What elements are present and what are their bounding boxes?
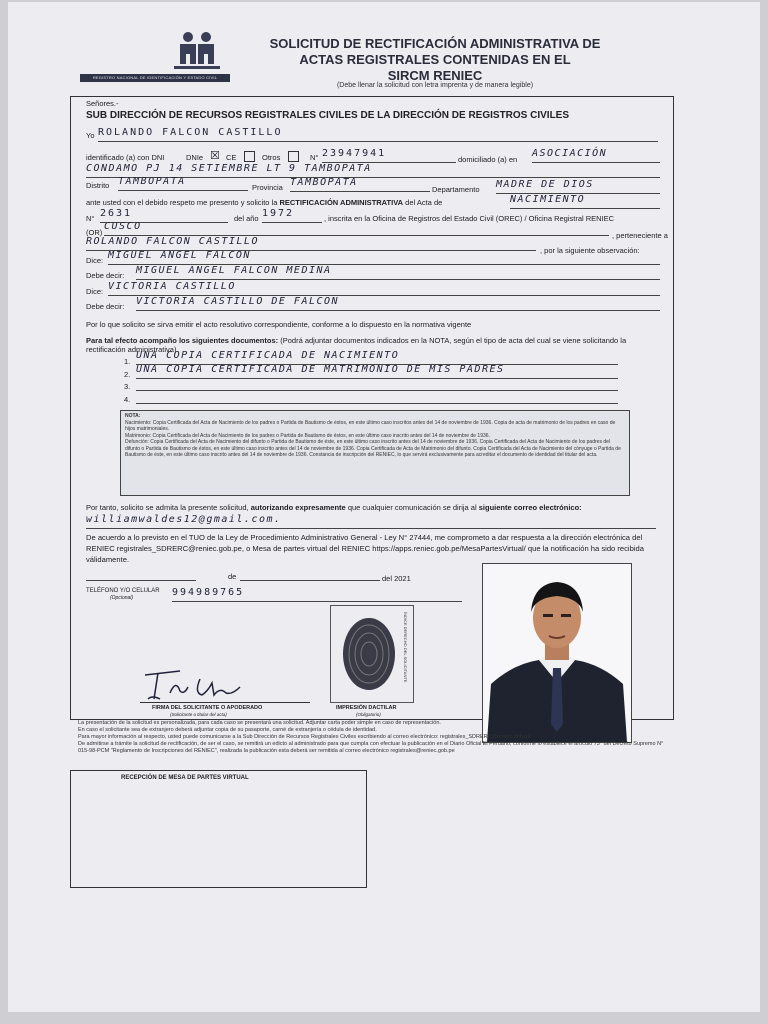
date-month-field[interactable]	[240, 572, 380, 581]
footnotes	[78, 720, 670, 755]
dice-label-1: Dice:	[86, 256, 104, 265]
dnie-label: DNIe	[186, 153, 204, 162]
signature-drawing	[140, 665, 250, 705]
acta-num-field[interactable]: 2631	[100, 208, 228, 223]
document-field-4[interactable]	[136, 393, 618, 404]
title-line-3: SIRCM RENIEC	[387, 68, 483, 83]
debe-decir-field-2[interactable]: VICTORIA CASTILLO DE FALCON	[136, 296, 660, 311]
dice-field-2[interactable]: VICTORIA CASTILLO	[108, 281, 660, 296]
date-de-label: de	[228, 572, 237, 581]
email-field[interactable]: williamwaldes12@gmail.com.	[86, 514, 656, 529]
applicant-photo	[482, 563, 632, 743]
email-authorization: Por tanto, solicito se admita la presente solicitud, autorizando expresamente que cualquier comunicación se dirija al siguiente correo electrónico:	[86, 503, 582, 512]
documents-intro: Para tal efecto acompaño los siguientes documentos: (Podrá adjuntar documentos indicados en la NOTA, según el tipo de acta del cual se viene solicitando la rectificación administrativa)	[86, 336, 627, 354]
provincia-field[interactable]: TAMBOPATA	[290, 177, 430, 192]
doc-num-1: 1.	[124, 357, 131, 366]
dni-number-field[interactable]: 23947941	[322, 148, 456, 163]
yo-field[interactable]: ROLANDO FALCON CASTILLO	[98, 127, 658, 142]
debe-decir-field-1[interactable]: MIGUEL ANGEL FALCON MEDINA	[136, 265, 660, 280]
or-field[interactable]: CUSCO	[104, 221, 609, 236]
note-box	[120, 410, 630, 496]
distrito-field[interactable]: TAMBOPATA	[118, 176, 248, 191]
tuo-text: De acuerdo a lo previsto en el TUO de la Ley de Procedimiento Administrativo General - Ley N° 27444, me comprometo a dar respuesta a la dirección electrónica del RENIEC registrales_SDRERC@reniec.gob.pe, o Mesa de partes virtual del RENIEC https://apps.reniec.gob.pe/MesaPartesVirtual/ que la notificación ha sido recibida válidamente.	[86, 533, 644, 564]
ce-checkbox[interactable]	[244, 151, 255, 162]
domicilio-field[interactable]: ASOCIACIÓN	[532, 148, 660, 163]
note-title: NOTA:	[125, 413, 141, 419]
ante-text: ante usted con el debido respeto me presento y solicito la RECTIFICACIÓN ADMINISTRATIVA del Acta de	[86, 198, 443, 207]
address-field[interactable]: CONDAMO PJ 14 SETIEMBRE LT 9 TAMBOPATA	[86, 163, 660, 178]
date-place-field[interactable]	[86, 572, 196, 581]
distrito-label: Distrito	[86, 181, 110, 190]
fingerprint-label: IMPRESIÓN DACTILAR	[336, 705, 397, 711]
id-label: identificado (a) con DNI	[86, 153, 165, 162]
signature-sub: (Solicitante o titular del acta)	[170, 712, 227, 717]
signature-label: FIRMA DEL SOLICITANTE O APODERADO	[152, 705, 263, 711]
dice-label-2: Dice:	[86, 287, 104, 296]
fingerprint-sub: (Obligatorio)	[356, 712, 381, 717]
doc-num-3: 3.	[124, 382, 131, 391]
date-year-label: del 2021	[382, 574, 411, 583]
phone-sub: (Opcional)	[110, 595, 134, 601]
doc-num-2: 2.	[124, 370, 131, 379]
fingerprint-side-label: ÍNDICE DERECHO DEL SOLICITANTE	[403, 612, 408, 683]
solicita-text: Por lo que solicito se sirva emitir el acto resolutivo correspondiente, conforme a lo dispuesto en la normativa vigente	[86, 320, 472, 329]
num-label: N°	[310, 153, 319, 162]
departamento-field[interactable]: MADRE DE DIOS	[496, 179, 660, 194]
photo-portrait	[483, 564, 631, 742]
inscrita-text: , inscrita en la Oficina de Registros del Estado Civil (OREC) / Oficina Registral RENIEC	[324, 214, 615, 223]
document-field-2[interactable]: UNA COPIA CERTIFICADA DE MATRIMONIO DE MIS PADRES	[136, 364, 618, 379]
title-line-2: ACTAS REGISTRALES CONTENIDAS EN EL	[299, 52, 571, 67]
phone-label: TELÉFONO Y/O CELULAR	[86, 588, 160, 594]
footnote-1: La presentación de la solicitud es personalizada, para cada caso se presentará una solicitud. Adjuntar carta poder simple en caso de representación.	[78, 720, 441, 726]
note-nacimiento: Nacimiento: Copia Certificada del Acta de Nacimiento de los padres o Partida de Bautismo de éstos, en este último caso inscritos antes del 14 de noviembre de 1936. Copia de acta de matrimonio de los padres en caso de hijos matrimoniales.	[125, 419, 616, 432]
dnie-checkbox[interactable]: ☒	[210, 150, 220, 162]
fingerprint-box[interactable]	[330, 605, 414, 703]
ano-label: del año	[234, 214, 259, 223]
instruction-text: (Debe llenar la solicitud con letra imprenta y de manera legible)	[336, 82, 534, 89]
reception-label: RECEPCIÓN DE MESA DE PARTES VIRTUAL	[121, 775, 249, 781]
debe-decir-label-1: Debe decir:	[86, 271, 125, 280]
dice-field-1[interactable]: MIGUEL ANGEL FALCON	[108, 250, 660, 265]
footnote-4: De admitirse a trámite la solicitud de rectificación, de ser el caso, se remitirá un edicto al administrado para que cumpla con efectuar la publicación en el Diario Oficial El Peruano, conforme lo establece el artículo 73° del Decreto Supremo N° 015-98-PCM "Reglamento de Inscripciones del RENIEC", realizada la publicación esta deberá ser remitida al correo electrónico registrales@reniec.gob.pe	[78, 741, 664, 754]
document-field-1[interactable]: UNA COPIA CERTIFICADA DE NACIMIENTO	[136, 350, 618, 365]
note-matrimonio: Matrimonio: Copia Certificada del Acta de Nacimiento de los padres o Partida de Bautismo de éstos, en este último caso inscrito antes del 14 de noviembre de 1936.	[125, 432, 490, 439]
form-title	[240, 36, 630, 84]
fingerprint-image	[339, 612, 399, 694]
document-field-3[interactable]	[136, 380, 618, 391]
phone-field[interactable]: 994989765	[172, 587, 462, 602]
ce-label: CE	[226, 153, 237, 162]
footnote-3: Para mayor información al respecto, usted puede comunicarse a la Sub Dirección de Recursos Registrales Civiles escribiendo al correo electrónico: registrales_SDRERC@reniec.gob.pe	[78, 734, 531, 740]
signature-line	[140, 702, 310, 703]
reniec-logo	[172, 30, 222, 72]
otros-checkbox[interactable]	[288, 151, 299, 162]
provincia-label: Provincia	[252, 183, 283, 192]
or-label: (OR)	[86, 228, 103, 237]
footnote-2: En caso el solicitante sea de extranjero deberá adjuntar copia de su pasaporte, carné de extranjería o cédula de identidad.	[78, 727, 377, 733]
perteneciente-label: , perteneciente a	[612, 231, 668, 240]
title-line-1: SOLICITUD DE RECTIFICACIÓN ADMINISTRATIVA DE	[269, 36, 601, 51]
acta-num-label: N°	[86, 214, 95, 223]
doc-num-4: 4.	[124, 395, 131, 404]
note-defuncion: Defunción: Copia Certificada del Acta de Nacimiento del difunto o Partida de Bautismo de éste, en este último caso inscrito antes del 14 de noviembre de 1936. Copia Certificada del Acta de Nacimiento de los padres del difunto o Partida de Bautismo de éstos, en este último caso inscrito antes del 14 de noviembre de 1936. Copia Certificada de Acta de Matrimonio del difunto. Copia Certificada del Acta de Nacimiento del cónyuge o Partida de Bautismo de éste, en este último caso inscrito antes del 14 de noviembre de 1936. Constancia de inscripción del RENIEC, lo que servirá exclusivamente para acreditar el documento de identidad del titular del acta.	[125, 439, 621, 458]
titular-field[interactable]: ROLANDO FALCON CASTILLO	[86, 236, 536, 251]
acta-type-field[interactable]: NACIMIENTO	[510, 194, 660, 209]
office-heading: SUB DIRECCIÓN DE RECURSOS REGISTRALES CIVILES DE LA DIRECCIÓN DE REGISTROS CIVILES	[86, 110, 570, 121]
observacion-label: , por la siguiente observación:	[540, 246, 640, 255]
departamento-label: Departamento	[432, 185, 480, 194]
ano-field[interactable]: 1972	[262, 208, 322, 223]
reception-box	[70, 770, 367, 888]
yo-label: Yo	[86, 131, 95, 140]
senores-label: Señores.-	[86, 99, 119, 108]
domicilio-label: domiciliado (a) en	[458, 155, 518, 164]
logo-caption: REGISTRO NACIONAL DE IDENTIFICACIÓN Y ESTADO CIVIL	[80, 74, 230, 82]
otros-label: Otros	[262, 153, 281, 162]
debe-decir-label-2: Debe decir:	[86, 302, 125, 311]
